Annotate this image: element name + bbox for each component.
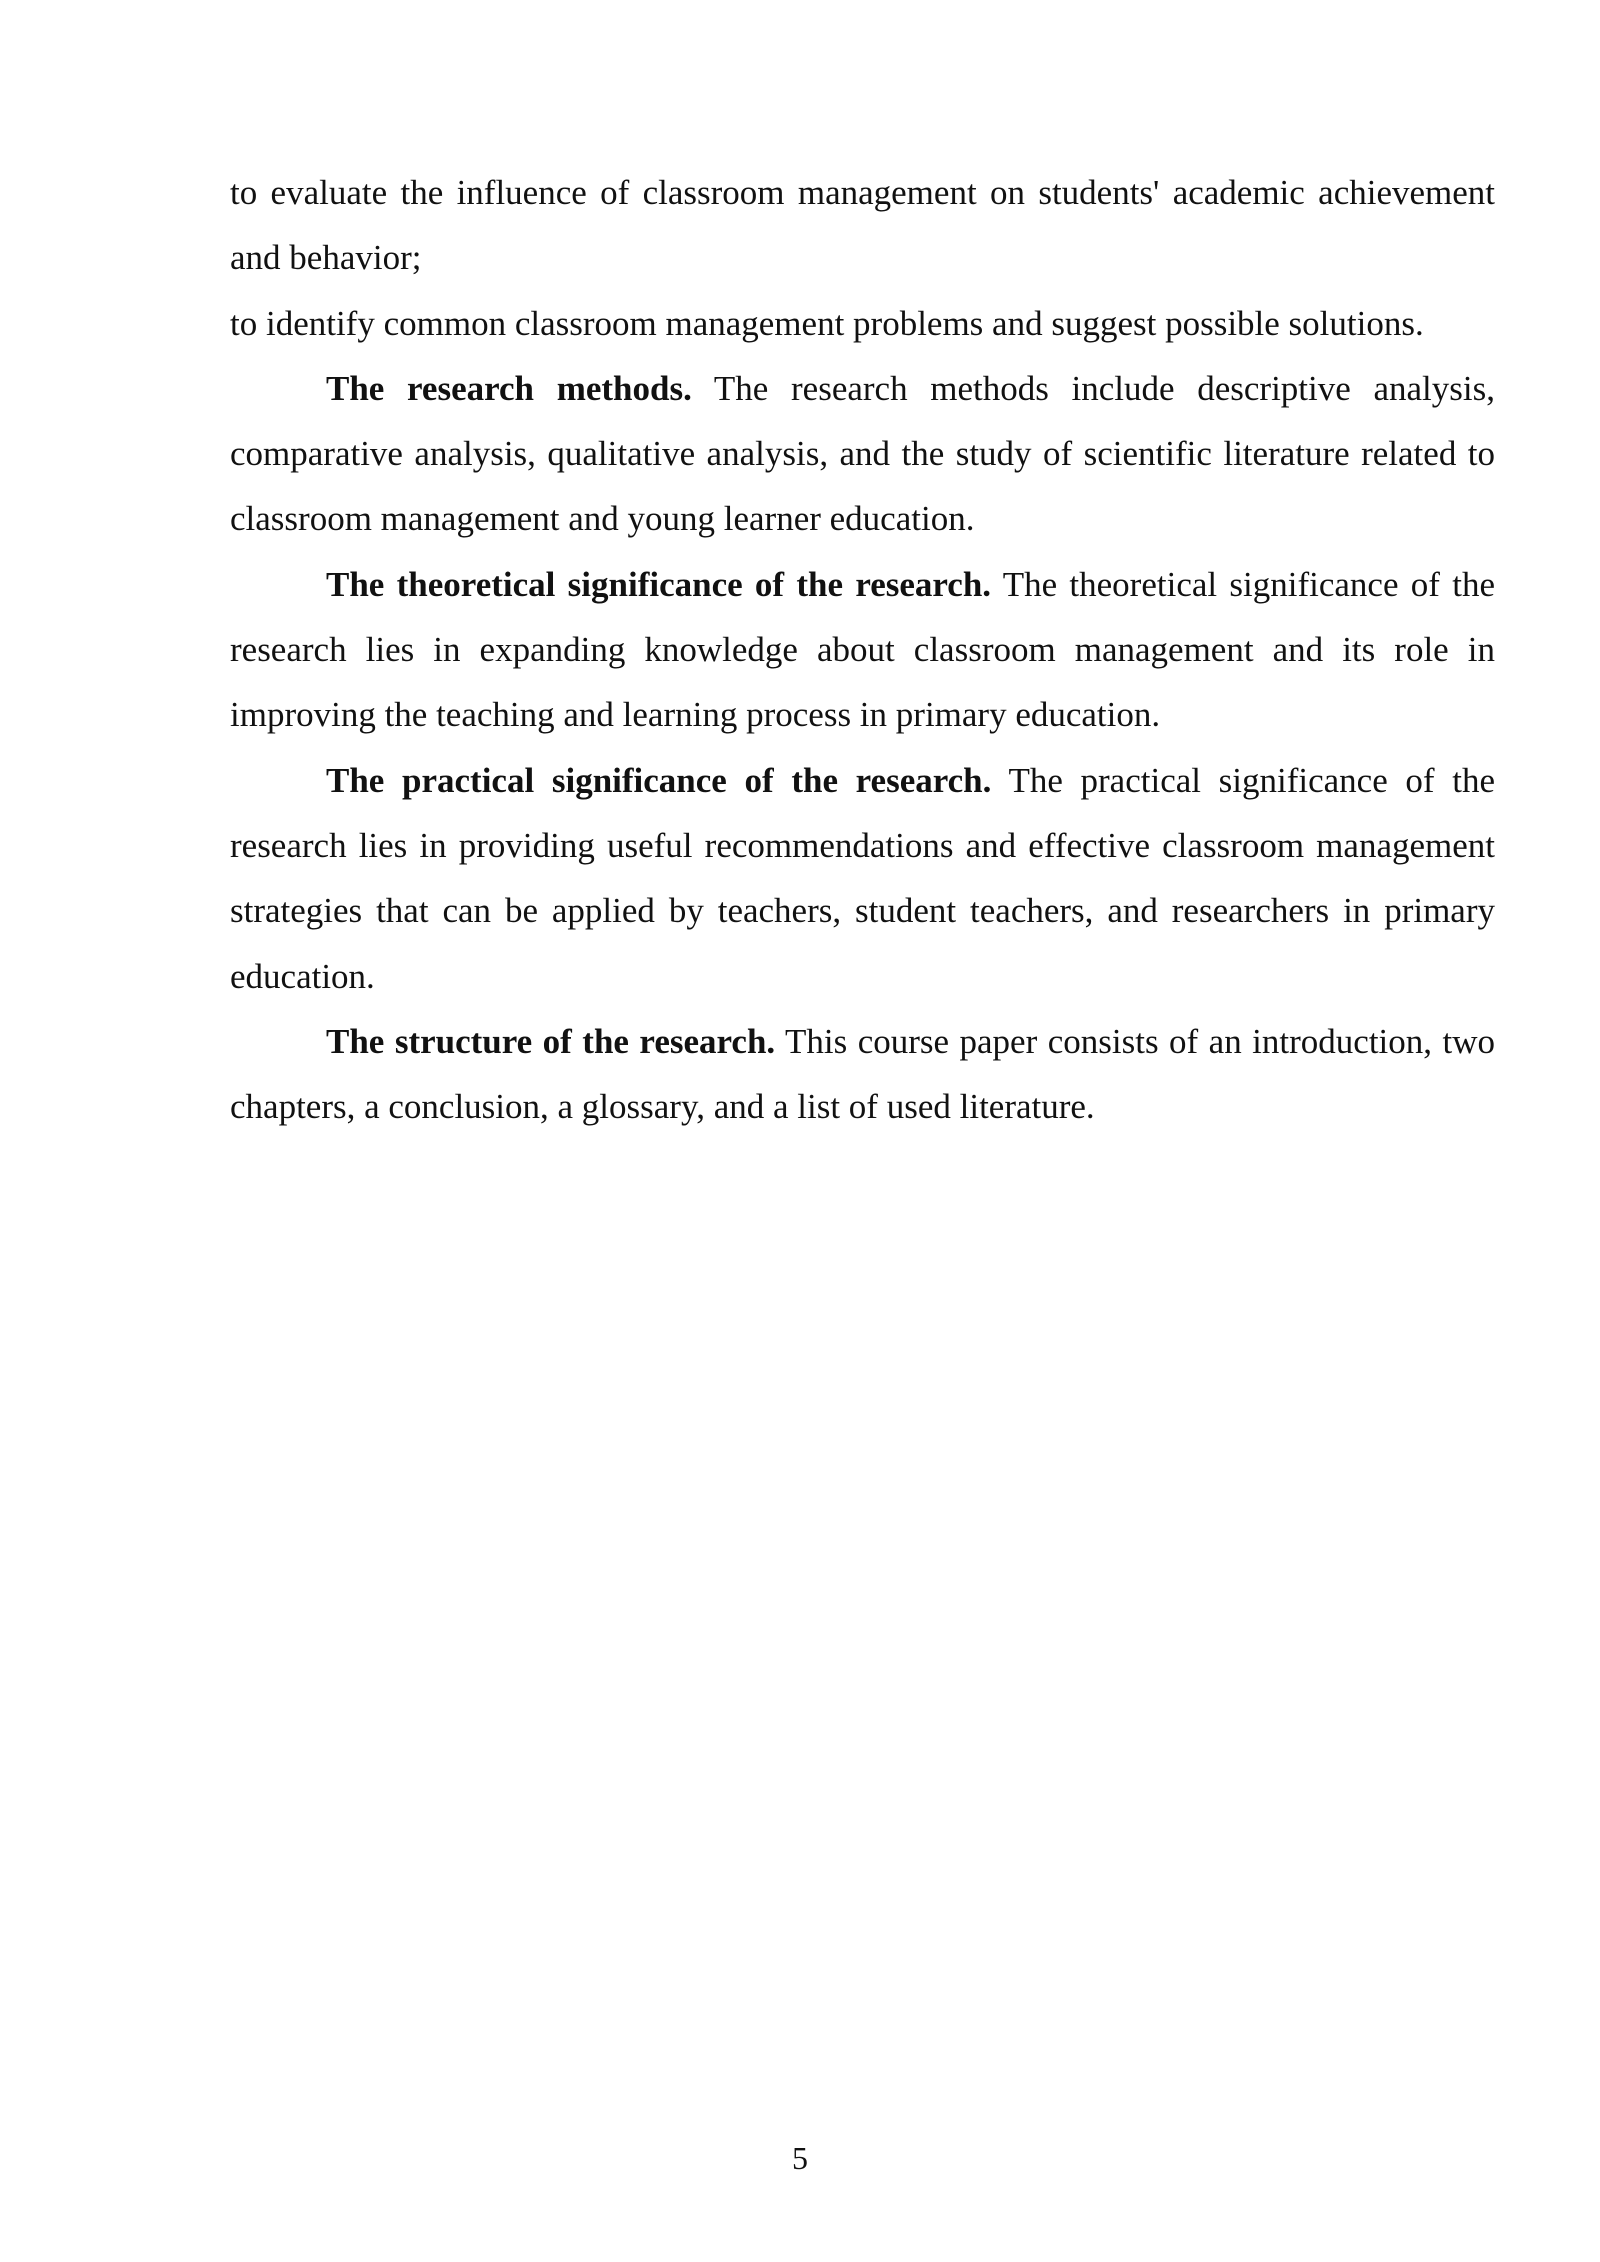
paragraph-theoretical-significance xyxy=(230,552,1495,748)
run-in-heading: The structure of the research. xyxy=(326,1021,776,1061)
paragraph-objective-evaluate xyxy=(230,160,1495,291)
paragraph-text: This course paper consists of an introduction, two chapters, a conclusion, a glossary, and a list of used literature. xyxy=(230,1021,1495,1127)
paragraph-text: The theoretical significance of the research lies in expanding knowledge about classroom management and its role in improving the teaching and learning process in primary education. xyxy=(230,564,1495,735)
paragraph-objective-identify xyxy=(230,291,1495,356)
run-in-heading: The research methods. xyxy=(326,368,692,408)
paragraph-research-methods xyxy=(230,356,1495,552)
paragraph-text: to identify common classroom management problems and suggest possible solutions. xyxy=(230,303,1424,343)
page-number: 5 xyxy=(792,2140,808,2176)
paragraph-structure xyxy=(230,1009,1495,1140)
body-text xyxy=(230,160,1495,1139)
run-in-heading: The theoretical significance of the research. xyxy=(326,564,992,604)
paragraph-practical-significance xyxy=(230,748,1495,1009)
paragraph-text: The research methods include descriptive analysis, comparative analysis, qualitative analysis, and the study of scientific literature related to classroom management and young learner education. xyxy=(230,368,1495,539)
run-in-heading: The practical significance of the research. xyxy=(326,760,992,800)
paragraph-text: to evaluate the influence of classroom management on students' academic achievement and behavior; xyxy=(230,173,1495,278)
paragraph-text: The practical significance of the research lies in providing useful recommendations and effective classroom management strategies that can be applied by teachers, student teachers, and researchers in primary education. xyxy=(230,760,1495,996)
